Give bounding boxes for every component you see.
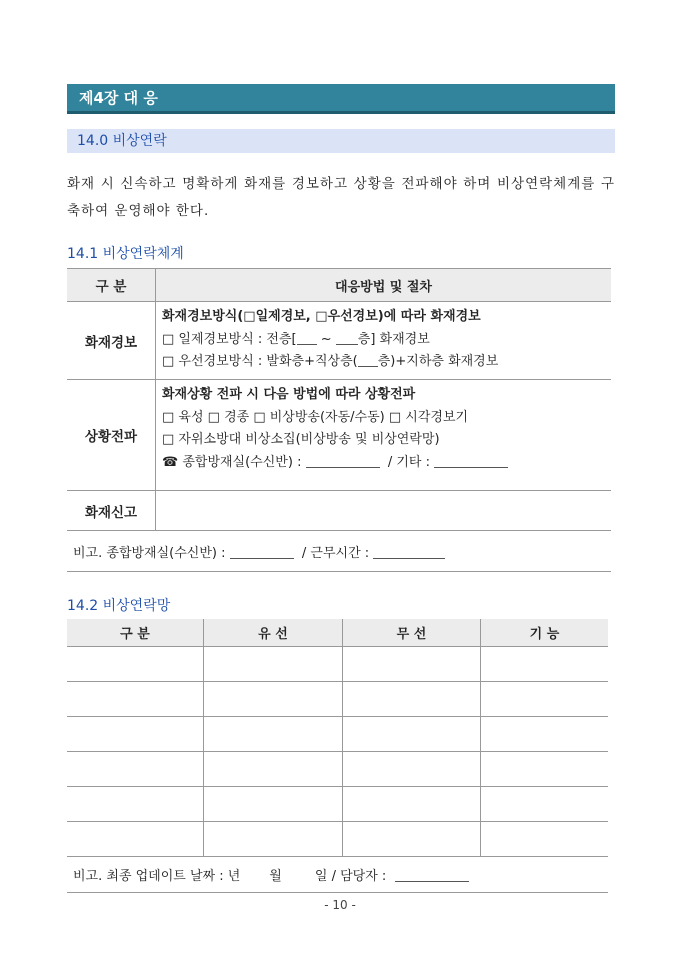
alarm-all-floors-line (162, 329, 605, 352)
blank-field (373, 546, 445, 559)
situation-line-2: □ 자위소방대 비상소집(비상방송 및 비상연락망) (162, 432, 440, 447)
table-cell[interactable] (343, 717, 481, 752)
table-row (67, 647, 608, 682)
row-body-fire-report (156, 491, 612, 531)
note-update-year: 비고. 최종 업데이트 날짜 : 년 (73, 869, 241, 884)
table-row (67, 302, 611, 380)
row-body-fire-alarm (156, 302, 612, 380)
other-label: / 기타 : (387, 454, 430, 470)
alarm-method-heading: 화재경보방식(□일제경보, □우선경보)에 따라 화재경보 (162, 309, 481, 324)
chapter-title: 제4장 대 응 (67, 84, 615, 114)
row-label-situation: 상황전파 (67, 380, 156, 491)
table-cell[interactable] (67, 752, 204, 787)
situation-heading: 화재상황 전파 시 다음 방법에 따라 상황전파 (162, 387, 416, 402)
table-note (67, 531, 611, 572)
table-cell[interactable] (204, 717, 343, 752)
table-cell[interactable] (67, 647, 204, 682)
blank-field (395, 869, 469, 882)
blank-field (230, 546, 294, 559)
table-cell[interactable] (481, 752, 609, 787)
table-cell[interactable] (67, 822, 204, 857)
table-row (67, 787, 608, 822)
header-method: 대응방법 및 절차 (156, 269, 612, 302)
table-cell[interactable] (67, 787, 204, 822)
table-cell[interactable] (481, 822, 609, 857)
table-cell[interactable] (481, 682, 609, 717)
blank-field (306, 455, 380, 468)
table-note-row (67, 531, 611, 572)
alarm-priority-line (162, 351, 605, 374)
intro-paragraph: 화재 시 신속하고 명확하게 화재를 경보하고 상황을 전파해야 하며 비상연락체계를 구축하여 운영해야 한다. (67, 176, 615, 219)
blank-field (358, 354, 378, 367)
note-working-hours: / 근무시간 : (301, 545, 370, 561)
blank-field (297, 332, 317, 345)
header-division: 구 분 (67, 269, 156, 302)
table-cell[interactable] (67, 682, 204, 717)
table-cell[interactable] (343, 787, 481, 822)
table-cell[interactable] (204, 822, 343, 857)
table-cell[interactable] (204, 647, 343, 682)
row-label-fire-report: 화재신고 (67, 491, 156, 531)
situation-line-1: □ 육성 □ 경종 □ 비상방송(자동/수동) □ 시각경보기 (162, 409, 469, 425)
table-cell[interactable] (481, 717, 609, 752)
alarm-range-sep: ~ (320, 331, 332, 347)
table-header-row (67, 269, 611, 302)
table-cell[interactable] (481, 647, 609, 682)
header-function: 기 능 (481, 619, 609, 647)
contact-system-table (67, 268, 611, 572)
blank-field (434, 455, 508, 468)
situation-line-3 (162, 452, 605, 475)
note-update-month: 월 (269, 869, 282, 884)
table-cell[interactable] (481, 787, 609, 822)
section-title: 14.0 비상연락 (67, 129, 615, 153)
header-division: 구 분 (67, 619, 204, 647)
table-row (67, 717, 608, 752)
table-row (67, 752, 608, 787)
table-cell[interactable] (343, 647, 481, 682)
alarm-all-suffix: 층] 화재경보 (357, 331, 430, 347)
row-label-fire-alarm: 화재경보 (67, 302, 156, 380)
table-cell[interactable] (343, 822, 481, 857)
table-cell[interactable] (67, 717, 204, 752)
subsection-title-contact-system: 14.1 비상연락체계 (67, 246, 184, 262)
header-wireless: 무 선 (343, 619, 481, 647)
table-row (67, 380, 611, 491)
note-control-room: 비고. 종합방재실(수신반) : (73, 545, 226, 561)
note-manager: 일 / 담당자 : (314, 869, 387, 884)
table-cell[interactable] (204, 752, 343, 787)
table-row (67, 491, 611, 531)
table-note (67, 857, 608, 893)
row-body-situation (156, 380, 612, 491)
table-header-row (67, 619, 608, 647)
table-row (67, 822, 608, 857)
table-note-row (67, 857, 608, 893)
table-cell[interactable] (343, 752, 481, 787)
page-number: - 10 - (324, 898, 356, 912)
table-cell[interactable] (204, 682, 343, 717)
blank-field (336, 332, 358, 345)
header-wired: 유 선 (204, 619, 343, 647)
table-cell[interactable] (343, 682, 481, 717)
alarm-all-label: □ 일제경보방식 : 전층[ (162, 331, 297, 347)
table-cell[interactable] (204, 787, 343, 822)
table-row (67, 682, 608, 717)
control-room-label: ☎ 종합방재실(수신반) : (162, 454, 302, 470)
alarm-priority-suffix: 층)+지하층 화재경보 (377, 354, 499, 369)
subsection-title-contact-network: 14.2 비상연락망 (67, 598, 171, 614)
contact-network-table (67, 619, 608, 893)
alarm-priority-label: □ 우선경보방식 : 발화층+직상층( (162, 354, 358, 369)
